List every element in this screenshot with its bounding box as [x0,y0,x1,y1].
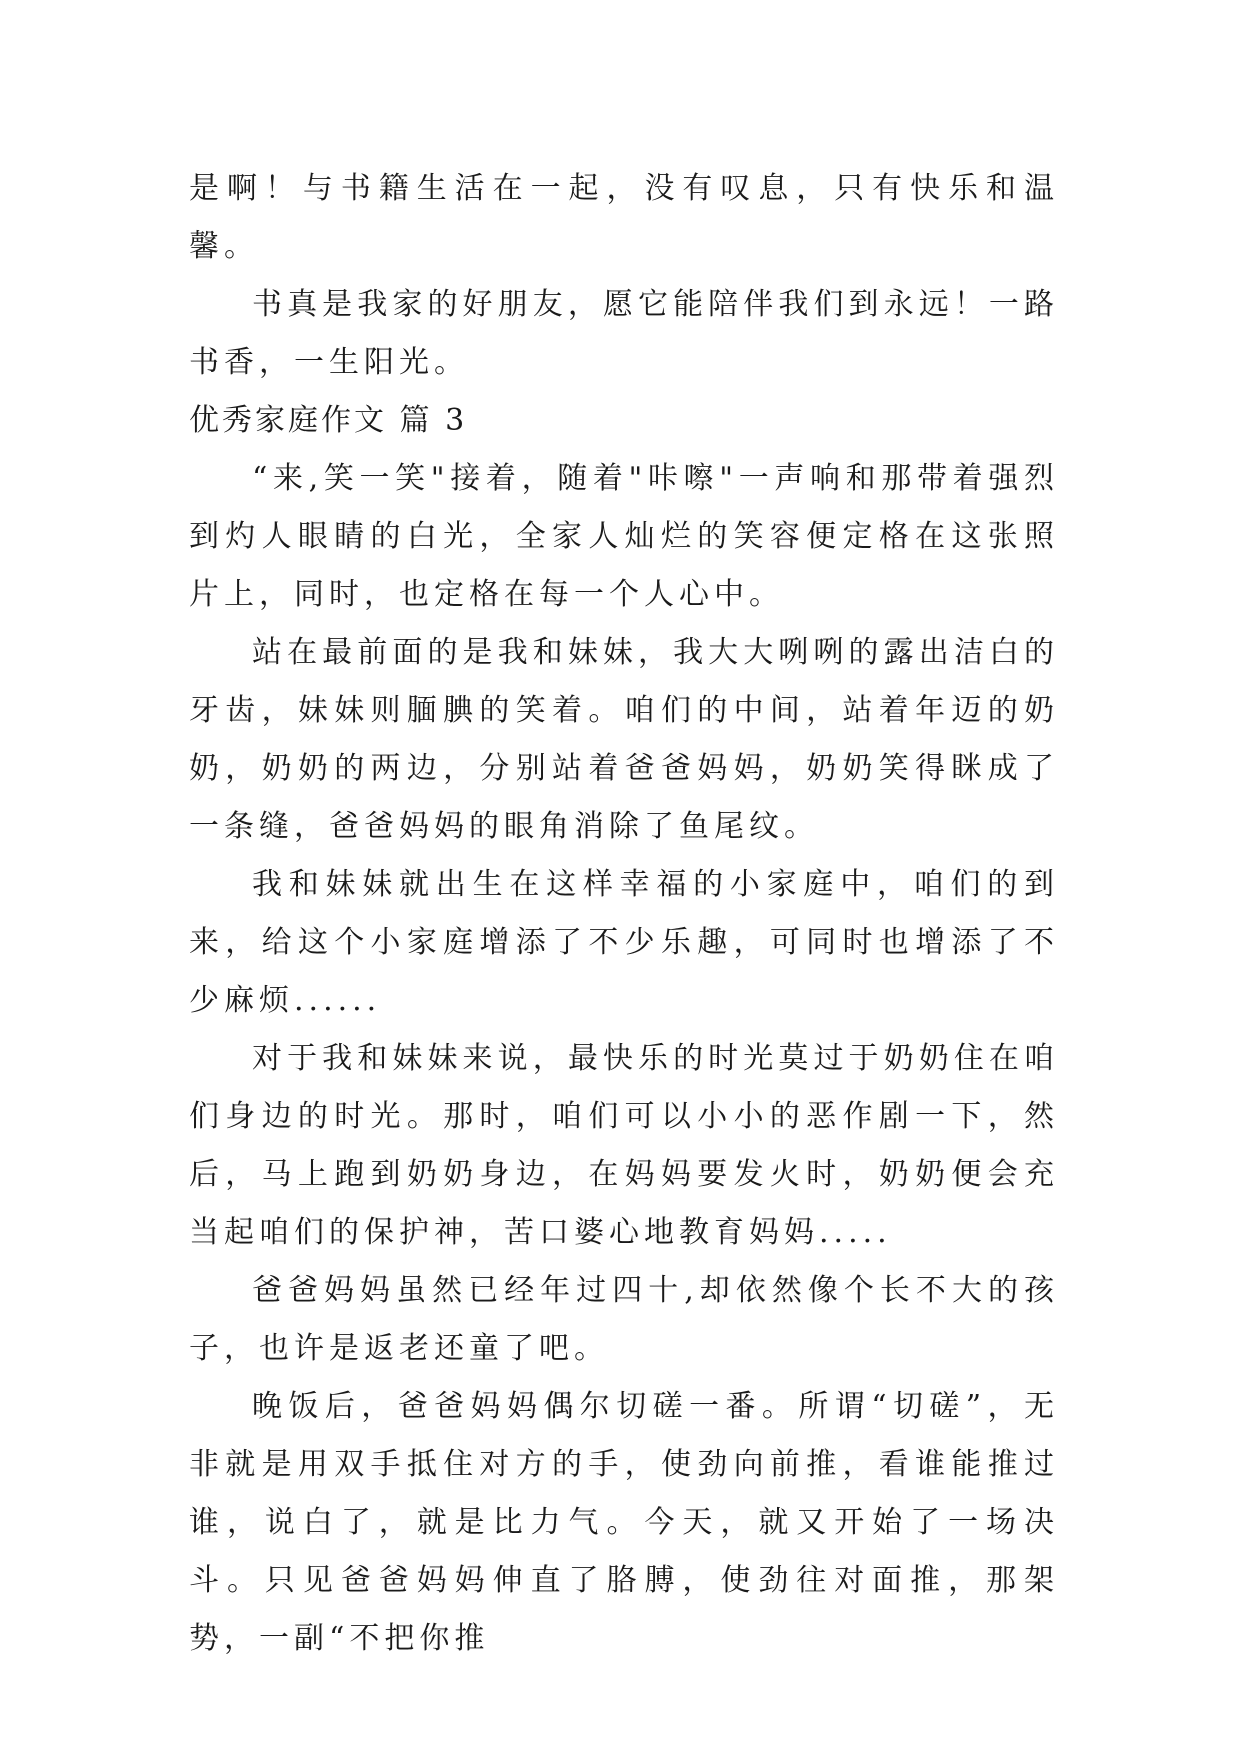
paragraph-1: 是啊！与书籍生活在一起，没有叹息，只有快乐和温馨。 [189,171,1059,264]
paragraph-2: 书真是我家的好朋友，愿它能陪伴我们到永远！一路书香，一生阳光。 [189,287,1059,380]
section-heading: 优秀家庭作文 篇 3 [189,403,468,438]
paragraph-7: 对于我和妹妹来说，最快乐的时光莫过于奶奶住在咱们身边的时光。那时，咱们可以小小的恶作剧一下，然后，马上跑到奶奶身边，在妈妈要发火时，奶奶便会充当起咱们的保护神，苦口婆心地教育妈妈..... [189,1041,1059,1250]
document-body [189,160,1059,1668]
paragraph-9: 晚饭后，爸爸妈妈偶尔切磋一番。所谓“切磋”，无非就是用双手抵住对方的手，使劲向前推，看谁能推过谁，说白了，就是比力气。今天，就又开始了一场决斗。只见爸爸妈妈伸直了胳膊，使劲往对面推，那架势，一副“不把你推 [189,1389,1059,1656]
paragraph-5: 站在最前面的是我和妹妹，我大大咧咧的露出洁白的牙齿，妹妹则腼腆的笑着。咱们的中间，站着年迈的奶奶，奶奶的两边，分别站着爸爸妈妈，奶奶笑得眯成了一条缝，爸爸妈妈的眼角消除了鱼尾纹。 [189,635,1059,844]
paragraph-8: 爸爸妈妈虽然已经年过四十,却依然像个长不大的孩子，也许是返老还童了吧。 [189,1273,1059,1366]
paragraph-6: 我和妹妹就出生在这样幸福的小家庭中，咱们的到来，给这个小家庭增添了不少乐趣，可同时也增添了不少麻烦...... [189,867,1059,1018]
paragraph-4: “来,笑一笑"接着，随着"咔嚓"一声响和那带着强烈到灼人眼睛的白光，全家人灿烂的笑容便定格在这张照片上，同时，也定格在每一个人心中。 [189,461,1059,612]
